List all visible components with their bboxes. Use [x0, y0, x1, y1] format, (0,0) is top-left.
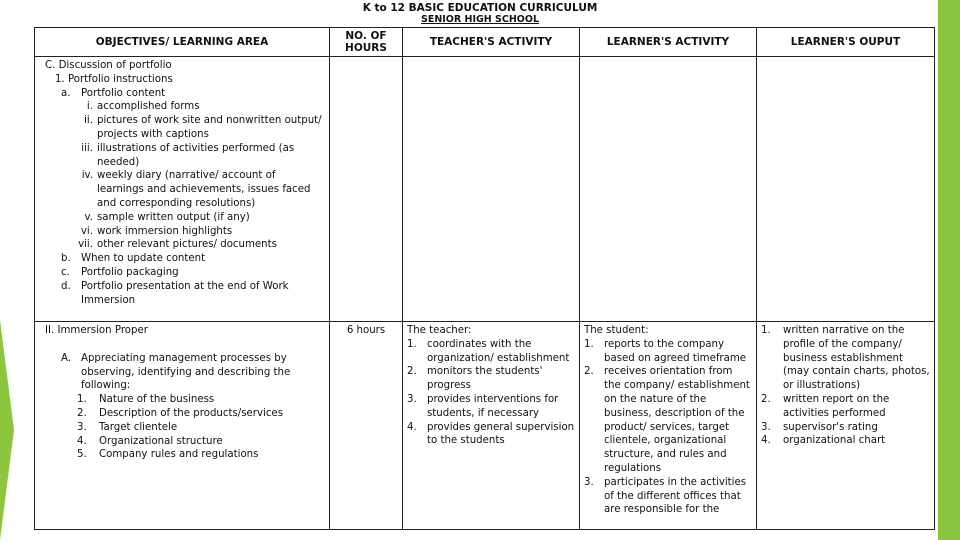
list-item: vii. other relevant pictures/ documents — [78, 239, 277, 251]
col-header-learner-output: LEARNER'S OUPUT — [757, 28, 935, 57]
list-item: a. Portfolio content — [61, 87, 166, 99]
section-heading: C. Discussion of portfolio — [45, 60, 172, 71]
left-accent-triangle — [0, 320, 14, 540]
list-item: 4. organizational chart — [761, 435, 886, 447]
col-header-teacher-activity: TEACHER'S ACTIVITY — [403, 28, 580, 57]
list-item: A. Appreciating management processes by observing, identifying and describing the following: — [61, 352, 291, 392]
list-item: 4. Organizational structure — [77, 435, 223, 447]
teacher-activity-cell — [403, 57, 580, 322]
list-item: ii. pictures of work site and nonwritten output/ projects with captions — [84, 115, 322, 140]
list-item: i. accomplished forms — [86, 101, 200, 113]
document-subtitle: SENIOR HIGH SCHOOL — [420, 14, 540, 25]
list-item: vi. work immersion highlights — [80, 225, 233, 237]
teacher-activity-cell — [403, 322, 580, 530]
hours-cell — [330, 57, 403, 322]
document-title: K to 12 BASIC EDUCATION CURRICULUM — [362, 2, 598, 14]
list-item: 1. coordinates with the organization/ establishment — [407, 338, 570, 364]
list-item: 4. provides general supervision to the students — [407, 421, 575, 447]
list-item: iv. weekly diary (narrative/ account of learnings and achievements, issues faced and corresponding resolutions) — [81, 170, 311, 209]
curriculum-table — [34, 27, 935, 530]
list-item: 1. written narrative on the profile of the company/ business establishment (may contain charts, photos, or illustrations) — [761, 325, 930, 392]
list-item: 3. supervisor's rating — [761, 421, 878, 433]
sub-heading: 1. Portfolio instructions — [55, 73, 173, 85]
list-item: 2. monitors the students' progress — [407, 366, 543, 392]
learner-output-cell — [757, 57, 935, 322]
list-item: 2. Description of the products/services — [77, 407, 283, 419]
objective-cell — [35, 322, 330, 530]
list-item: 5. Company rules and regulations — [77, 449, 259, 461]
list-item: 1. reports to the company based on agreed timeframe — [584, 338, 747, 364]
list-item: 3. provides interventions for students, if necessary — [407, 393, 559, 419]
hours-value: 6 hours — [346, 325, 386, 336]
list-item: 2. written report on the activities performed — [761, 393, 890, 419]
list-item: 3. participates in the activities of the different offices that are responsible for the — [584, 476, 747, 516]
teacher-intro: The teacher: — [407, 325, 472, 336]
table-row — [35, 57, 935, 322]
list-item: c. Portfolio packaging — [61, 266, 179, 278]
objective-cell — [35, 57, 330, 322]
list-item: 2. receives orientation from the company/ establishment on the nature of the business, description of the product/ services, target clientele, organizational structure, and rules and regulations — [584, 366, 750, 474]
learner-activity-cell — [580, 322, 757, 530]
col-header-hours: NO. OF HOURS — [330, 28, 403, 57]
list-item: d. Portfolio presentation at the end of Work Immersion — [61, 280, 289, 306]
learner-activity-cell — [580, 57, 757, 322]
list-item: iii. illustrations of activities performed (as needed) — [81, 142, 295, 168]
list-item: v. sample written output (if any) — [84, 211, 250, 223]
learner-output-cell — [757, 322, 935, 530]
table-row — [35, 322, 935, 530]
table-header-row — [35, 28, 935, 57]
col-header-learner-activity: LEARNER'S ACTIVITY — [580, 28, 757, 57]
section-heading: II. Immersion Proper — [45, 325, 148, 336]
list-item: 3. Target clientele — [77, 421, 178, 433]
list-item: b. When to update content — [61, 253, 206, 265]
right-accent-bar — [938, 0, 960, 540]
col-header-objectives: OBJECTIVES/ LEARNING AREA — [35, 28, 330, 57]
hours-cell — [330, 322, 403, 530]
learner-intro: The student: — [584, 325, 649, 336]
list-item: 1. Nature of the business — [77, 394, 215, 406]
